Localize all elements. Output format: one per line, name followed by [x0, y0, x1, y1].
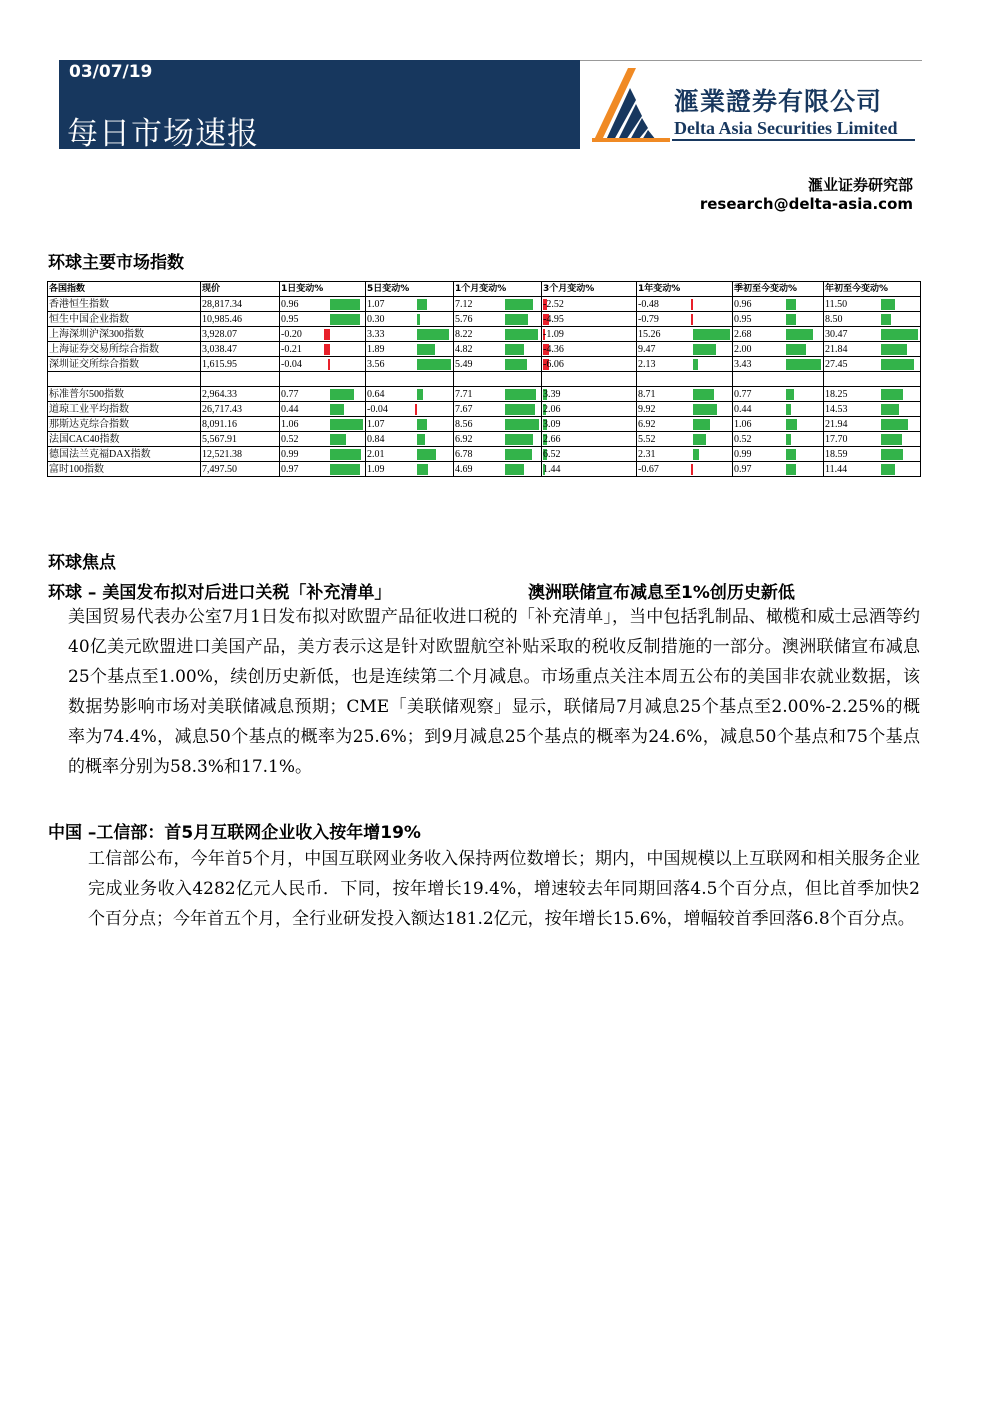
- logo-chinese-name: 滙業證券有限公司: [674, 87, 883, 116]
- change-value: 15.26: [638, 328, 661, 340]
- change-bar: [417, 314, 420, 325]
- china-headline: 中国 –工信部：首5月互联网企业收入按年增19%: [48, 823, 421, 843]
- change-value: 5.52: [638, 433, 656, 445]
- change-value: 21.94: [825, 418, 848, 430]
- empty-cell: [280, 372, 366, 387]
- change-cell: [824, 342, 921, 357]
- change-cell: [824, 462, 921, 477]
- change-cell: [366, 327, 454, 342]
- index-name: 标准普尔500指数: [48, 387, 201, 402]
- table-row: [48, 447, 921, 462]
- change-bar: [505, 344, 524, 355]
- change-cell: [733, 402, 824, 417]
- change-value: -0.21: [281, 343, 302, 355]
- change-cell: [824, 387, 921, 402]
- change-value: 0.52: [281, 433, 299, 445]
- change-bar: [505, 329, 537, 340]
- index-price: 3,928.07: [201, 327, 280, 342]
- change-value: 17.70: [825, 433, 848, 445]
- report-date: 03/07/19: [69, 62, 153, 82]
- change-value: 7.71: [455, 388, 473, 400]
- change-cell: [733, 342, 824, 357]
- change-value: 0.84: [367, 433, 385, 445]
- change-value: 2.06: [543, 403, 561, 415]
- change-value: 0.52: [734, 433, 752, 445]
- change-value: 2.01: [367, 448, 385, 460]
- change-bar: [417, 389, 423, 400]
- change-value: 2.00: [734, 343, 752, 355]
- change-value: 0.77: [734, 388, 752, 400]
- change-bar: [786, 449, 796, 460]
- change-cell: [637, 462, 733, 477]
- change-bar: [324, 329, 330, 340]
- change-bar: [505, 464, 523, 475]
- change-value: 14.53: [825, 403, 848, 415]
- change-bar: [505, 314, 528, 325]
- index-price: 10,985.46: [201, 312, 280, 327]
- change-cell: [542, 447, 637, 462]
- change-bar: [693, 449, 699, 460]
- change-value: 3.43: [734, 358, 752, 370]
- change-cell: [454, 417, 542, 432]
- change-cell: [542, 357, 637, 372]
- change-cell: [824, 357, 921, 372]
- change-bar: [693, 419, 710, 430]
- index-price: 5,567.91: [201, 432, 280, 447]
- change-bar: [324, 344, 330, 355]
- change-bar: [693, 434, 706, 445]
- change-value: -4.95: [543, 313, 564, 325]
- index-name: 那斯达克综合指数: [48, 417, 201, 432]
- change-bar: [786, 344, 806, 355]
- change-cell: [637, 447, 733, 462]
- change-value: 9.92: [638, 403, 656, 415]
- change-value: 7.67: [455, 403, 473, 415]
- column-header: 现价: [201, 282, 280, 297]
- change-value: 1.07: [367, 298, 385, 310]
- change-bar: [691, 464, 693, 475]
- change-cell: [542, 432, 637, 447]
- change-cell: [542, 327, 637, 342]
- change-value: -2.52: [543, 298, 564, 310]
- change-bar: [786, 329, 813, 340]
- research-dept: 滙业证券研究部: [807, 176, 913, 194]
- table-row: [48, 432, 921, 447]
- change-value: 0.96: [281, 298, 299, 310]
- change-cell: [280, 387, 366, 402]
- index-price: 28,817.34: [201, 297, 280, 312]
- change-bar: [417, 299, 427, 310]
- index-price: 1,615.95: [201, 357, 280, 372]
- table-row: [48, 387, 921, 402]
- change-bar: [505, 389, 535, 400]
- change-value: 4.69: [455, 463, 473, 475]
- change-cell: [454, 327, 542, 342]
- index-name: 德国法兰克福DAX指数: [48, 447, 201, 462]
- change-bar: [505, 359, 527, 370]
- index-name: 上海证券交易所综合指数: [48, 342, 201, 357]
- change-cell: [637, 387, 733, 402]
- change-cell: [366, 357, 454, 372]
- change-value: 0.44: [281, 403, 299, 415]
- change-bar: [881, 329, 918, 340]
- change-value: 1.06: [281, 418, 299, 430]
- empty-cell: [542, 372, 637, 387]
- change-cell: [454, 402, 542, 417]
- change-value: 3.39: [543, 388, 561, 400]
- change-bar: [786, 434, 791, 445]
- change-cell: [542, 312, 637, 327]
- change-cell: [280, 462, 366, 477]
- change-cell: [733, 417, 824, 432]
- index-name: 香港恒生指数: [48, 297, 201, 312]
- change-cell: [733, 447, 824, 462]
- change-value: -0.04: [281, 358, 302, 370]
- column-header: 1年变动%: [637, 282, 733, 297]
- change-value: 1.44: [543, 463, 561, 475]
- change-cell: [637, 342, 733, 357]
- change-bar: [330, 419, 363, 430]
- change-value: 0.77: [281, 388, 299, 400]
- index-name: 恒生中国企业指数: [48, 312, 201, 327]
- change-cell: [542, 342, 637, 357]
- change-value: 2.13: [638, 358, 656, 370]
- change-cell: [280, 342, 366, 357]
- change-value: -0.79: [638, 313, 659, 325]
- change-cell: [280, 327, 366, 342]
- change-cell: [366, 342, 454, 357]
- change-bar: [786, 359, 821, 370]
- empty-cell: [733, 372, 824, 387]
- change-bar: [786, 314, 796, 325]
- change-bar: [417, 419, 427, 430]
- change-cell: [280, 402, 366, 417]
- change-bar: [693, 344, 716, 355]
- change-cell: [733, 327, 824, 342]
- change-cell: [280, 447, 366, 462]
- change-cell: [542, 387, 637, 402]
- change-value: -0.48: [638, 298, 659, 310]
- change-cell: [366, 432, 454, 447]
- change-cell: [637, 312, 733, 327]
- change-bar: [417, 464, 427, 475]
- table-header-row: [48, 282, 921, 297]
- change-value: 0.97: [734, 463, 752, 475]
- column-header: 1日变动%: [280, 282, 366, 297]
- table-row: [48, 342, 921, 357]
- change-cell: [733, 462, 824, 477]
- change-value: 0.95: [734, 313, 752, 325]
- global-headline: 环球 – 美国发布拟对后进口关税「补充清单」: [48, 583, 392, 603]
- change-cell: [542, 462, 637, 477]
- change-bar: [415, 404, 417, 415]
- change-cell: [366, 387, 454, 402]
- table-row: [48, 312, 921, 327]
- column-header: 1个月变动%: [454, 282, 542, 297]
- change-cell: [366, 462, 454, 477]
- table-row: [48, 357, 921, 372]
- change-value: 11.44: [825, 463, 848, 475]
- table-spacer-row: [48, 372, 921, 387]
- change-bar: [693, 404, 717, 415]
- change-bar: [330, 464, 360, 475]
- change-cell: [637, 417, 733, 432]
- change-value: 18.59: [825, 448, 848, 460]
- change-cell: [637, 402, 733, 417]
- change-bar: [881, 464, 895, 475]
- change-cell: [824, 297, 921, 312]
- change-value: 8.22: [455, 328, 473, 340]
- change-value: -0.67: [638, 463, 659, 475]
- change-value: 5.49: [455, 358, 473, 370]
- change-bar: [881, 299, 895, 310]
- change-cell: [637, 297, 733, 312]
- change-bar: [417, 329, 448, 340]
- change-bar: [505, 419, 539, 430]
- change-bar: [417, 344, 435, 355]
- change-value: 11.50: [825, 298, 848, 310]
- change-value: 8.56: [455, 418, 473, 430]
- change-bar: [881, 314, 891, 325]
- change-bar: [693, 359, 698, 370]
- change-cell: [542, 417, 637, 432]
- change-bar: [786, 419, 797, 430]
- change-bar: [786, 464, 796, 475]
- index-name: 法国CAC40指数: [48, 432, 201, 447]
- column-header: 季初至今变动%: [733, 282, 824, 297]
- empty-cell: [201, 372, 280, 387]
- table-row: [48, 417, 921, 432]
- change-value: 21.84: [825, 343, 848, 355]
- change-cell: [366, 402, 454, 417]
- empty-cell: [454, 372, 542, 387]
- change-value: 0.96: [734, 298, 752, 310]
- change-bar: [417, 434, 425, 445]
- change-bar: [330, 449, 361, 460]
- index-name: 道琼工业平均指数: [48, 402, 201, 417]
- change-cell: [824, 402, 921, 417]
- change-value: 0.95: [281, 313, 299, 325]
- change-bar: [417, 359, 451, 370]
- china-body: 工信部公布，今年首5个月，中国互联网业务收入保持两位数增长；期内，中国规模以上互联网和相关服务企业完成业务收入4282亿元人民币．下同，按年增长19.4%，增速较去年同期回落4.5个百分点，但比首季加快2个百分点；今年首五个月，全行业研发投入额达181.2亿元，按年增长15.6%，增幅较首季回落6.8个百分点。: [88, 849, 920, 929]
- change-value: 3.56: [367, 358, 385, 370]
- change-bar: [693, 329, 730, 340]
- change-bar: [330, 314, 359, 325]
- change-cell: [454, 312, 542, 327]
- change-bar: [328, 359, 330, 370]
- change-cell: [454, 447, 542, 462]
- change-value: 9.47: [638, 343, 656, 355]
- logo-underline: [672, 139, 915, 141]
- column-header: 5日变动%: [366, 282, 454, 297]
- change-cell: [542, 402, 637, 417]
- change-bar: [881, 404, 899, 415]
- change-cell: [542, 297, 637, 312]
- change-cell: [733, 297, 824, 312]
- column-header: 各国指数: [48, 282, 201, 297]
- change-cell: [366, 312, 454, 327]
- change-bar: [786, 299, 796, 310]
- change-bar: [330, 389, 354, 400]
- change-cell: [454, 297, 542, 312]
- index-price: 7,497.50: [201, 462, 280, 477]
- market-section-title: 环球主要市场指数: [48, 253, 184, 273]
- change-cell: [733, 432, 824, 447]
- change-value: -1.09: [543, 328, 564, 340]
- change-cell: [733, 357, 824, 372]
- global-body: 美国贸易代表办公室7月1日发布拟对欧盟产品征收进口税的「补充清单」，当中包括乳制品、橄榄和威士忌酒等约40亿美元欧盟进口美国产品，美方表示这是针对欧盟航空补贴采取的税收反制措施的一部分。澳洲联储宣布减息25个基点至1.00%，续创历史新低，也是连续第二个月减息。市场重点关注本周五公布的美国非农就业数据，该数据势影响市场对美联储减息预期；CME「美联储观察」显示，联储局7月减息25个基点至2.00%-2.25%的概率为74.4%，减息50个基点的概率为25.6%；到9月减息25个基点的概率为24.6%，减息50个基点和75个基点的概率分别为58.3%和17.1%。: [68, 607, 920, 777]
- empty-cell: [48, 372, 201, 387]
- change-bar: [330, 404, 344, 415]
- change-value: 27.45: [825, 358, 848, 370]
- change-cell: [454, 342, 542, 357]
- report-title: 每日市场速报: [67, 116, 259, 152]
- change-cell: [824, 417, 921, 432]
- change-bar: [881, 449, 904, 460]
- change-value: 3.33: [367, 328, 385, 340]
- change-bar: [881, 359, 915, 370]
- change-value: 4.82: [455, 343, 473, 355]
- change-value: 0.30: [367, 313, 385, 325]
- index-name: 上海深圳沪深300指数: [48, 327, 201, 342]
- change-value: 1.09: [367, 463, 385, 475]
- index-name: 深圳证交所综合指数: [48, 357, 201, 372]
- table-row: [48, 327, 921, 342]
- change-cell: [454, 462, 542, 477]
- change-value: 6.52: [543, 448, 561, 460]
- change-value: 8.50: [825, 313, 843, 325]
- change-bar: [417, 449, 436, 460]
- change-cell: [824, 327, 921, 342]
- change-value: 18.25: [825, 388, 848, 400]
- change-value: 1.07: [367, 418, 385, 430]
- change-bar: [330, 299, 360, 310]
- change-bar: [786, 389, 794, 400]
- empty-cell: [824, 372, 921, 387]
- change-bar: [505, 449, 532, 460]
- change-bar: [881, 389, 903, 400]
- index-price: 2,964.33: [201, 387, 280, 402]
- change-cell: [733, 312, 824, 327]
- change-value: 2.31: [638, 448, 656, 460]
- table-row: [48, 297, 921, 312]
- change-value: 5.76: [455, 313, 473, 325]
- change-cell: [280, 432, 366, 447]
- change-cell: [824, 312, 921, 327]
- index-name: 富时100指数: [48, 462, 201, 477]
- change-bar: [691, 314, 693, 325]
- change-value: 6.92: [455, 433, 473, 445]
- index-price: 8,091.16: [201, 417, 280, 432]
- change-cell: [824, 447, 921, 462]
- change-cell: [366, 417, 454, 432]
- change-bar: [693, 389, 714, 400]
- change-value: 0.44: [734, 403, 752, 415]
- change-cell: [454, 387, 542, 402]
- change-value: -0.20: [281, 328, 302, 340]
- logo-english-name: Delta Asia Securities Limited: [674, 118, 898, 138]
- change-cell: [280, 417, 366, 432]
- change-cell: [280, 297, 366, 312]
- change-value: 2.66: [543, 433, 561, 445]
- change-value: 0.99: [281, 448, 299, 460]
- column-header: 年初至今变动%: [824, 282, 921, 297]
- change-value: 3.09: [543, 418, 561, 430]
- change-bar: [505, 404, 535, 415]
- change-bar: [881, 344, 908, 355]
- change-value: -6.06: [543, 358, 564, 370]
- change-value: 0.64: [367, 388, 385, 400]
- change-value: 7.12: [455, 298, 473, 310]
- change-cell: [824, 432, 921, 447]
- change-cell: [280, 312, 366, 327]
- change-bar: [786, 404, 790, 415]
- table-row: [48, 462, 921, 477]
- change-cell: [454, 432, 542, 447]
- change-cell: [454, 357, 542, 372]
- change-cell: [280, 357, 366, 372]
- change-bar: [881, 434, 903, 445]
- index-price: 26,717.43: [201, 402, 280, 417]
- change-cell: [366, 297, 454, 312]
- company-logo-icon: [592, 66, 672, 144]
- change-bar: [505, 299, 533, 310]
- change-cell: [637, 432, 733, 447]
- change-bar: [330, 434, 346, 445]
- change-value: -4.36: [543, 343, 564, 355]
- empty-cell: [366, 372, 454, 387]
- change-value: 1.89: [367, 343, 385, 355]
- empty-cell: [637, 372, 733, 387]
- change-value: 8.71: [638, 388, 656, 400]
- change-cell: [366, 447, 454, 462]
- change-bar: [505, 434, 532, 445]
- change-cell: [637, 357, 733, 372]
- change-value: 1.06: [734, 418, 752, 430]
- index-price: 3,038.47: [201, 342, 280, 357]
- market-index-table: [47, 281, 921, 477]
- change-value: 0.99: [734, 448, 752, 460]
- change-value: 2.68: [734, 328, 752, 340]
- change-bar: [881, 419, 908, 430]
- change-bar: [691, 299, 693, 310]
- global-headline-secondary: 澳洲联储宣布减息至1%创历史新低: [528, 583, 795, 603]
- change-cell: [733, 387, 824, 402]
- change-cell: [637, 327, 733, 342]
- change-value: -0.04: [367, 403, 388, 415]
- change-value: 30.47: [825, 328, 848, 340]
- header-rule: [580, 60, 922, 61]
- index-price: 12,521.38: [201, 447, 280, 462]
- contact-email[interactable]: research@delta-asia.com: [699, 195, 913, 213]
- change-value: 6.92: [638, 418, 656, 430]
- focus-section-title: 环球焦点: [48, 553, 116, 573]
- change-value: 6.78: [455, 448, 473, 460]
- change-value: 0.97: [281, 463, 299, 475]
- table-row: [48, 402, 921, 417]
- column-header: 3个月变动%: [542, 282, 637, 297]
